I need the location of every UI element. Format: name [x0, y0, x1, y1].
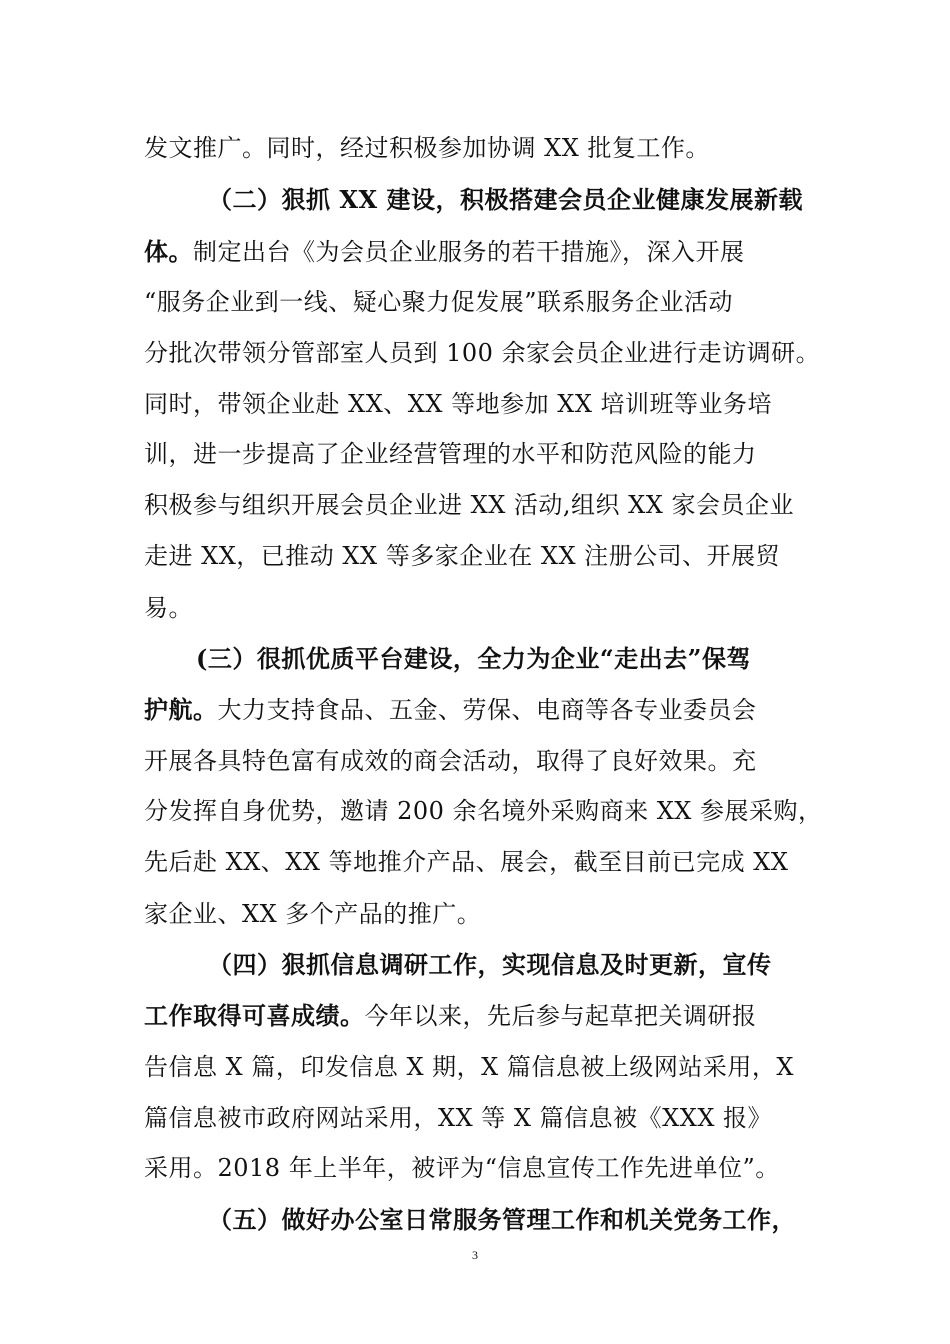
body-text: “服务企业到一线、疑心聚力促发展”联系服务企业活动 — [144, 288, 734, 316]
bold-heading-text: （四）狠抓信息调研工作，实现信息及时更新，宣传 — [208, 950, 772, 979]
text-line — [144, 286, 814, 318]
body-text: 分批次带领分管部室人员到 100 余家会员企业进行走访调研。 — [144, 339, 821, 367]
bold-heading-text: 工作取得可喜成绩。 — [144, 1001, 365, 1030]
text-line — [144, 592, 814, 624]
text-line — [144, 1152, 814, 1184]
body-text: 先后赴 XX、XX 等地推介产品、展会，截至目前已完成 XX — [144, 848, 789, 876]
text-line — [144, 337, 821, 369]
text-line — [208, 949, 878, 981]
body-text: 家企业、XX 多个产品的推广。 — [144, 900, 482, 928]
text-line — [144, 1102, 814, 1134]
bold-heading-text: （五）做好办公室日常服务管理工作和机关党务工作， — [208, 1205, 796, 1234]
text-line — [144, 540, 814, 572]
body-text: 大力支持食品、五金、劳保、电商等各专业委员会 — [217, 696, 757, 724]
text-line — [144, 438, 814, 470]
body-text: 同时，带领企业赴 XX、XX 等地参加 XX 培训班等业务培 — [144, 390, 773, 418]
text-line — [196, 643, 866, 675]
text-line — [144, 1051, 814, 1083]
text-line — [208, 1204, 878, 1236]
body-text: 分发挥自身优势，邀请 200 余名境外采购商来 XX 参展采购， — [144, 797, 823, 825]
body-text: 制定出台《为会员企业服务的若干措施》，深入开展 — [193, 238, 745, 266]
text-line — [144, 132, 814, 164]
text-line — [144, 846, 814, 878]
bold-heading-text: 体。 — [144, 237, 193, 266]
body-text: 走进 XX，已推动 XX 等多家企业在 XX 注册公司、开展贸 — [144, 542, 781, 570]
bold-heading-text: 护航。 — [144, 695, 218, 724]
text-line — [144, 898, 814, 930]
body-text: 告信息 X 篇，印发信息 X 期，X 篇信息被上级网站采用，X — [144, 1053, 794, 1081]
body-text: 篇信息被市政府网站采用，XX 等 X 篇信息被《XXX 报》 — [144, 1104, 773, 1132]
body-text: 发文推广。同时，经过积极参加协调 XX 批复工作。 — [144, 134, 710, 162]
text-line — [208, 184, 878, 216]
body-text: 训，进一步提高了企业经营管理的水平和防范风险的能力 — [144, 440, 757, 468]
body-text: 开展各具特色富有成效的商会活动，取得了良好效果。充 — [144, 747, 757, 775]
bold-heading-text: （二）狠抓 XX 建设，积极搭建会员企业健康发展新载 — [208, 185, 803, 214]
text-line — [144, 236, 814, 268]
text-line — [144, 489, 814, 521]
text-line — [144, 694, 814, 726]
body-text: 积极参与组织开展会员企业进 XX 活动,组织 XX 家会员企业 — [144, 491, 794, 519]
bold-heading-text: (三）很抓优质平台建设，全力为企业“走出去”保驾 — [196, 644, 751, 673]
text-line — [144, 1000, 814, 1032]
page-number: 3 — [472, 1248, 478, 1262]
body-text: 今年以来，先后参与起草把关调研报 — [364, 1002, 757, 1030]
text-line — [144, 388, 814, 420]
text-line — [144, 745, 814, 777]
body-text: 采用。2018 年上半年，被评为“信息宣传工作先进单位”。 — [144, 1154, 780, 1182]
text-line — [144, 795, 823, 827]
body-text: 易。 — [144, 594, 193, 622]
